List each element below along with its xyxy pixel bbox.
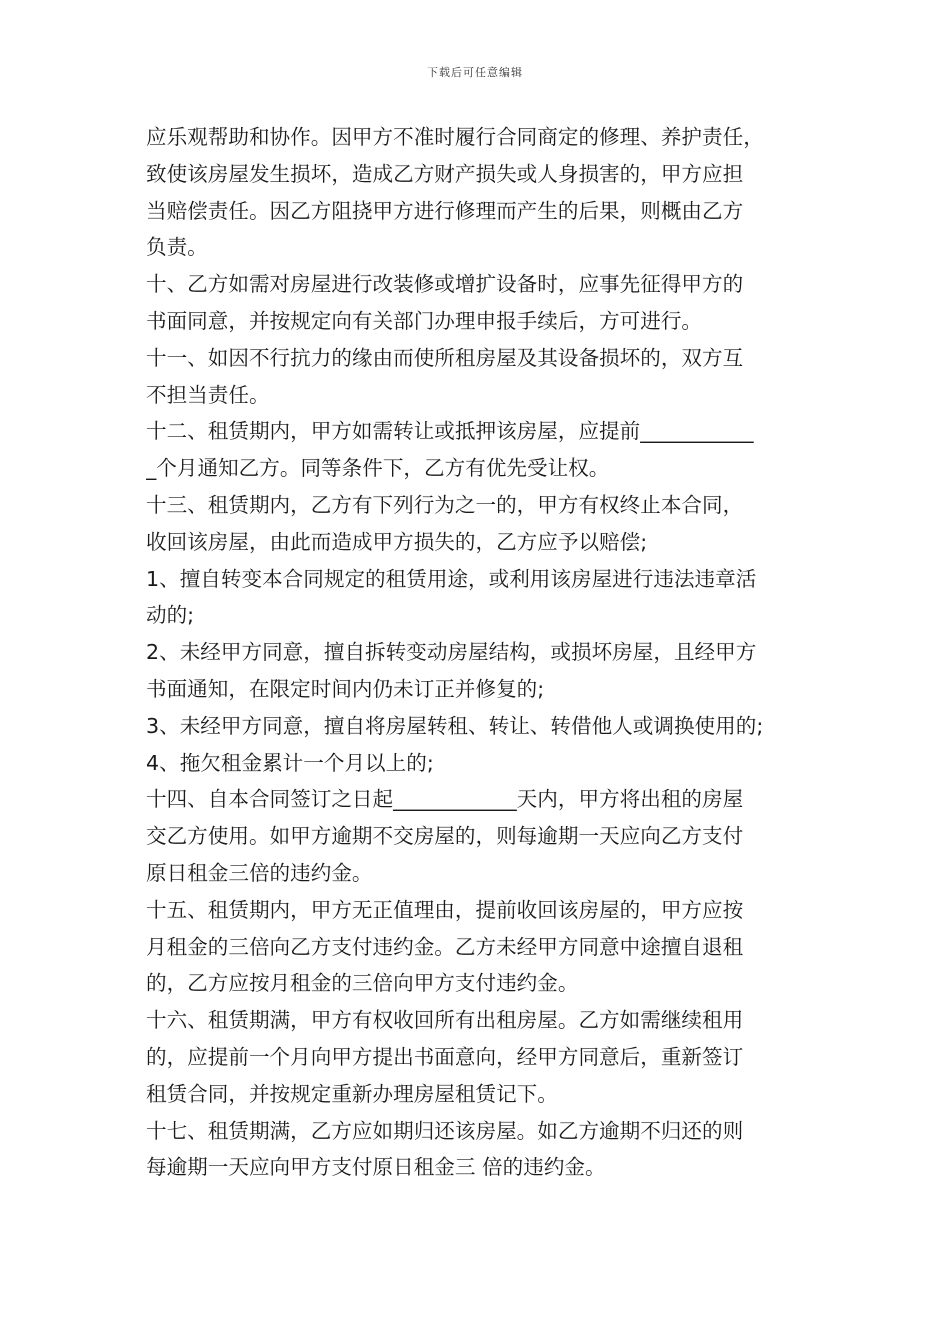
text-line: 不担当责任。 [146,382,270,407]
text-line: 负责。 [146,235,208,260]
text-line: 应乐观帮助和协作。因甲方不准时履行合同商定的修理、养护责任， [146,125,764,149]
text-line: 书面同意，并按规定向有关部门办理申报手续后，方可进行。 [146,308,703,333]
text-line: 书面通知，在限定时间内仍未订正并修复的; [146,676,545,701]
text-line: 致使该房屋发生损坏，造成乙方财产损失或人身损害的，甲方应担 [146,161,744,186]
text-line: 当赔偿责任。因乙方阻挠甲方进行修理而产生的后果，则概由乙方 [146,198,744,223]
text-line: 动的; [146,603,195,628]
text-line: 十五、租赁期内，甲方无正值理由，提前收回该房屋的，甲方应按 [146,897,744,922]
text-line: 十六、租赁期满，甲方有权收回所有出租房屋。乙方如需继续租用 [146,1008,744,1033]
text-line: 1、擅自转变本合同规定的租赁用途，或利用该房屋进行违法违章活 [146,566,757,591]
text-line: 十七、租赁期满，乙方应如期归还该房屋。如乙方逾期不归还的则 [146,1118,744,1143]
text-line: _个月通知乙方。同等条件下，乙方有优先受让权。 [146,456,610,481]
text-line: 的，应提前一个月向甲方提出书面意向，经甲方同意后，重新签订 [146,1044,744,1069]
text-line: 十四、自本合同签订之日起____________天内，甲方将出租的房屋 [146,787,744,812]
text-line: 租赁合同，并按规定重新办理房屋租赁记下。 [146,1081,558,1106]
text-line: 收回该房屋，由此而造成甲方损失的，乙方应予以赔偿; [146,529,648,554]
text-line: 十一、如因不行抗力的缘由而使所租房屋及其设备损坏的，双方互 [146,345,744,370]
text-line: 4、拖欠租金累计一个月以上的; [146,750,434,775]
text-line: 3、未经甲方同意，擅自将房屋转租、转让、转借他人或调换使用的; [146,713,764,738]
text-line: 每逾期一天应向甲方支付原日租金三 倍的违约金。 [146,1155,606,1180]
text-line: 原日租金三倍的违约金。 [146,860,373,885]
text-line: 月租金的三倍向乙方支付违约金。乙方未经甲方同意中途擅自退租 [146,934,744,959]
text-line: 交乙方使用。如甲方逾期不交房屋的，则每逾期一天应向乙方支付 [146,824,744,849]
document-body [146,119,816,1186]
text-line: 2、未经甲方同意，擅自拆转变动房屋结构，或损坏房屋，且经甲方 [146,640,757,665]
page-header: 下载后可任意编辑 [427,66,523,79]
text-line: 十二、租赁期内，甲方如需转让或抵押该房屋，应提前___________ [146,419,754,444]
text-line: 的，乙方应按月租金的三倍向甲方支付违约金。 [146,971,579,996]
text-line: 十、乙方如需对房屋进行改装修或增扩设备时，应事先征得甲方的 [146,272,744,297]
text-line: 十三、租赁期内，乙方有下列行为之一的，甲方有权终止本合同， [146,492,744,517]
